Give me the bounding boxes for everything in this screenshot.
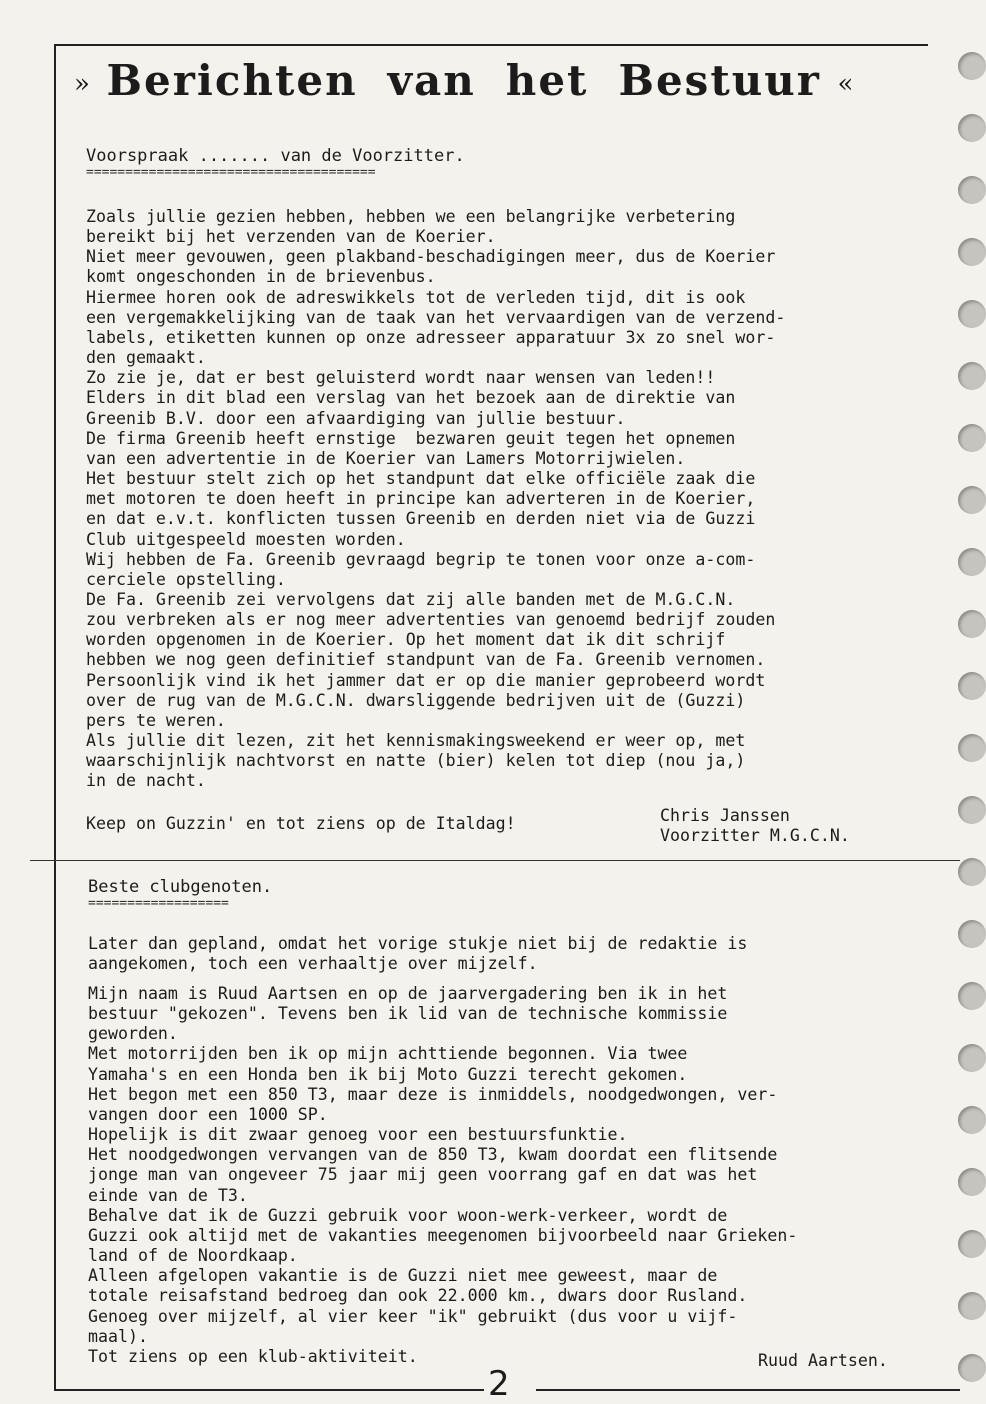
section1-title: Voorspraak ....... van de Voorzitter. — [86, 146, 465, 166]
text-line: totale reisafstand bedroeg dan ook 22.000 km., dwars door Rusland. — [88, 1286, 748, 1306]
text-line: Genoeg over mijzelf, al vier keer "ik" gebruikt (dus voor u vijf- — [88, 1306, 738, 1326]
text-line: bestuur "gekozen". Tevens ben ik lid van de technische kommissie — [88, 1004, 728, 1024]
text-line: Het noodgedwongen vervangen van de 850 T3, kwam doordat een flitsende — [88, 1145, 778, 1165]
binder-hole — [958, 424, 986, 452]
text-line: Club uitgespeeld moesten worden. — [86, 529, 406, 549]
text-line: De Fa. Greenib zei vervolgens dat zij alle banden met de M.G.C.N. — [86, 589, 736, 609]
frame-top-line — [54, 44, 928, 46]
text-line: Yamaha's en een Honda ben ik bij Moto Guzzi terecht gekomen. — [88, 1064, 688, 1084]
header-close-mark: « — [837, 69, 854, 99]
page-number: 2 — [488, 1364, 510, 1404]
section2-heading — [88, 877, 272, 911]
binder-hole — [958, 858, 986, 886]
text-line: geworden. — [88, 1024, 178, 1044]
section2-body — [88, 984, 797, 1367]
text-line: Hiermee horen ook de adreswikkels tot de verleden tijd, dit is ook — [86, 287, 746, 307]
text-line: aangekomen, toch een verhaaltje over mijzelf. — [88, 954, 538, 974]
page-header — [74, 56, 914, 106]
text-line: Het bestuur stelt zich op het standpunt dat elke officiële zaak die — [86, 469, 756, 489]
binder-hole — [958, 734, 986, 762]
binder-hole — [958, 548, 986, 576]
text-line: Het begon met een 850 T3, maar deze is inmiddels, noodgedwongen, ver- — [88, 1084, 778, 1104]
text-line: Mijn naam is Ruud Aartsen en op de jaarvergadering ben ik in het — [88, 984, 728, 1003]
text-line: vangen door een 1000 SP. — [88, 1104, 328, 1124]
binder-hole — [958, 362, 986, 390]
text-line: einde van de T3. — [88, 1185, 248, 1205]
text-line: worden opgenomen in de Koerier. Op het moment dat ik dit schrijf — [86, 630, 726, 650]
text-line: Niet meer gevouwen, geen plakband-beschadigingen meer, dus de Koerier — [86, 247, 776, 267]
section1-body — [86, 207, 785, 792]
text-line: zou verbreken als er nog meer advertenties van genoemd bedrijf zouden — [86, 610, 776, 630]
binder-hole — [958, 1106, 986, 1134]
text-line: Tot ziens op een klub-aktiviteit. — [88, 1346, 418, 1366]
header-word: Berichten — [106, 56, 358, 105]
header-word: Bestuur — [618, 56, 821, 105]
section2-title: Beste clubgenoten. — [88, 877, 273, 897]
text-line: den gemaakt. — [86, 348, 206, 368]
binder-hole — [958, 176, 986, 204]
section1-underline: ===================================== — [86, 166, 376, 180]
text-line: Wij hebben de Fa. Greenib gevraagd begrip te tonen voor onze a-com- — [86, 549, 756, 569]
section2-underline: ================== — [88, 897, 229, 911]
text-line: Zoals jullie gezien hebben, hebben we een belangrijke verbetering — [86, 207, 736, 226]
text-line: Behalve dat ik de Guzzi gebruik voor woon-werk-verkeer, wordt de — [88, 1205, 728, 1225]
footer-line-right — [536, 1389, 960, 1391]
signature-role: Voorzitter M.G.C.N. — [660, 826, 850, 845]
text-line: Later dan gepland, omdat het vorige stukje niet bij de redaktie is — [88, 934, 748, 953]
text-line: cerciele opstelling. — [86, 569, 286, 589]
binder-hole — [958, 1292, 986, 1320]
text-line: over de rug van de M.G.C.N. dwarsliggende bedrijven uit de (Guzzi) — [86, 690, 746, 710]
text-line: Alleen afgelopen vakantie is de Guzzi niet mee geweest, maar de — [88, 1266, 718, 1286]
section1-heading — [86, 146, 465, 180]
section-divider — [30, 860, 960, 861]
text-line: jonge man van ongeveer 75 jaar mij geen voorrang gaf en dat was het — [88, 1165, 758, 1185]
header-word: het — [505, 56, 589, 105]
text-line: Guzzi ook altijd met de vakanties meegenomen bijvoorbeeld naar Grieken- — [88, 1225, 798, 1245]
text-line: De firma Greenib heeft ernstige bezwaren geuit tegen het opnemen — [86, 428, 736, 448]
text-line: hebben we nog geen definitief standpunt van de Fa. Greenib vernomen. — [86, 650, 766, 670]
text-line: met motoren te doen heeft in principe kan adverteren in de Koerier, — [86, 489, 756, 509]
text-line: een vergemakkelijking van de taak van het vervaardigen van de verzend- — [86, 307, 786, 327]
footer-line-left — [54, 1389, 484, 1391]
binder-hole — [958, 114, 986, 142]
text-line: van een advertentie in de Koerier van Lamers Motorrijwielen. — [86, 448, 686, 468]
text-line: labels, etiketten kunnen op onze adresseer apparatuur 3x zo snel wor- — [86, 327, 776, 347]
binder-hole — [958, 52, 986, 80]
text-line: Als jullie dit lezen, zit het kennismakingsweekend er weer op, met — [86, 731, 746, 751]
binder-hole — [958, 238, 986, 266]
binder-hole — [958, 982, 986, 1010]
binder-hole — [958, 796, 986, 824]
text-line: Zo zie je, dat er best geluisterd wordt naar wensen van leden!! — [86, 368, 716, 388]
binder-hole — [958, 486, 986, 514]
binder-hole — [958, 672, 986, 700]
text-line: land of de Noordkaap. — [88, 1246, 298, 1266]
text-line: bereikt bij het verzenden van de Koerier. — [86, 227, 496, 247]
text-line: Greenib B.V. door een afvaardiging van jullie bestuur. — [86, 408, 626, 428]
binder-hole — [958, 1230, 986, 1258]
text-line: in de nacht. — [86, 771, 206, 791]
frame-left-line — [54, 44, 56, 1390]
binder-hole — [958, 1168, 986, 1196]
section2-signature: Ruud Aartsen. — [758, 1351, 888, 1370]
header-open-mark: » — [74, 69, 90, 99]
text-line: Elders in dit blad een verslag van het bezoek aan de direktie van — [86, 388, 736, 408]
text-line: Met motorrijden ben ik op mijn achttiende begonnen. Via twee — [88, 1044, 688, 1064]
section2-intro — [88, 934, 747, 974]
text-line: Persoonlijk vind ik het jammer dat er op die manier geprobeerd wordt — [86, 670, 766, 690]
binder-hole — [958, 300, 986, 328]
text-line: komt ongeschonden in de brievenbus. — [86, 267, 436, 287]
signature-name: Chris Janssen — [660, 806, 790, 825]
text-line: maal). — [88, 1326, 148, 1346]
text-line: en dat e.v.t. konflicten tussen Greenib en derden niet via de Guzzi — [86, 509, 756, 529]
text-line: waarschijnlijk nachtvorst en natte (bier) kelen tot diep (nou ja,) — [86, 751, 746, 771]
binder-hole — [958, 920, 986, 948]
section1-closing: Keep on Guzzin' en tot ziens op de Italdag! — [86, 814, 516, 833]
text-line: pers te weren. — [86, 710, 226, 730]
text-line: Hopelijk is dit zwaar genoeg voor een bestuursfunktie. — [88, 1125, 628, 1145]
header-word: van — [387, 56, 476, 105]
binder-hole — [958, 610, 986, 638]
binder-hole — [958, 1044, 986, 1072]
binder-hole — [958, 1354, 986, 1382]
